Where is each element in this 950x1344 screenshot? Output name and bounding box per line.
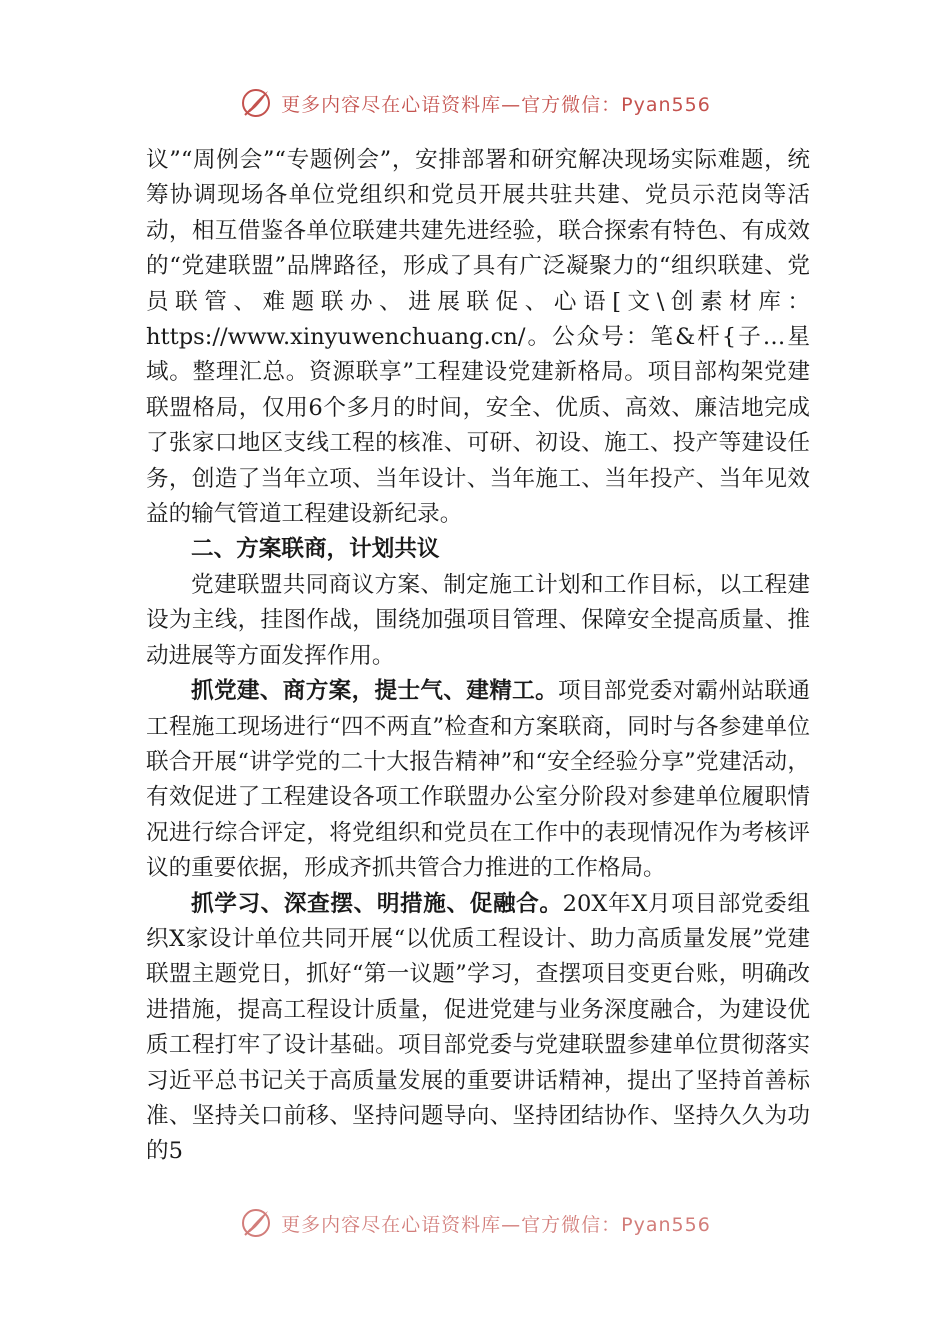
paragraph-body: 项目部党委对霸州站联通工程施工现场进行“四不两直”检查和方案联商，同时与各参建单位联合开展“讲学党的二十大报告精神”和“安全经验分享”党建活动，有效促进了工程建设各项工作联盟办公室分阶段对参建单位履职情况进行综合评定，将党组织和党员在工作中的表现情况作为考核评议的重要依据，形成齐抓共管合力推进的工作格局。: [146, 678, 811, 882]
watermark-footer: [0, 1201, 950, 1245]
paragraph-lead: 抓党建、商方案，提士气、建精工。: [191, 678, 559, 705]
document-body: [146, 143, 810, 1170]
quill-seal-icon: [239, 1206, 273, 1240]
paragraph: 党建联盟共同商议方案、制定施工计划和工作目标，以工程建设为主线，挂图作战，围绕加强项目管理、保障安全提高质量、推动进展等方面发挥作用。: [146, 571, 810, 669]
paragraph: [146, 887, 810, 1170]
quill-seal-icon: [239, 86, 273, 120]
watermark-text: 更多内容尽在心语资料库—官方微信：Pyan556: [281, 1213, 711, 1236]
paragraph-continuation: 议”“周例会”“专题例会”，安排部署和研究解决现场实际难题，统筹协调现场各单位党组织和党员开展共驻共建、党员示范岗等活动，相互借鉴各单位联建共建先进经验，联合探索有特色、有成效的“党建联盟”品牌路径，形成了具有广泛凝聚力的“组织联建、党员联管、难题联办、进展联促、心语[文\创素材库：https://www.xinyuwenchuang.cn/。公众号：笔&杆{子…星域。整理汇总。资源联享”工程建设党建新格局。项目部构架党建联盟格局，仅用6个多月的时间，安全、优质、高效、廉洁地完成了张家口地区支线工程的核准、可研、初设、施工、投产等建设任务，创造了当年立项、当年设计、当年施工、当年投产、当年见效益的输气管道工程建设新纪录。: [146, 147, 810, 528]
paragraph-body: 20X年X月项目部党委组织X家设计单位共同开展“以优质工程设计、助力高质量发展”党建联盟主题党日，抓好“第一议题”学习，查摆项目变更台账，明确改进措施，提高工程设计质量，促进党建与业务深度融合，为建设优质工程打牢了设计基础。项目部党委与党建联盟参建单位贯彻落实习近平总书记关于高质量发展的重要讲话精神，提出了坚持首善标准、坚持关口前移、坚持问题导向、坚持团结协作、坚持久久为功的5: [146, 890, 811, 1165]
watermark-text: 更多内容尽在心语资料库—官方微信：Pyan556: [281, 93, 711, 116]
paragraph-lead: 抓学习、深查摆、明措施、促融合。: [191, 890, 563, 917]
watermark-header: [0, 81, 950, 125]
section-heading: 二、方案联商，计划共议: [191, 536, 440, 563]
paragraph: [146, 674, 810, 886]
